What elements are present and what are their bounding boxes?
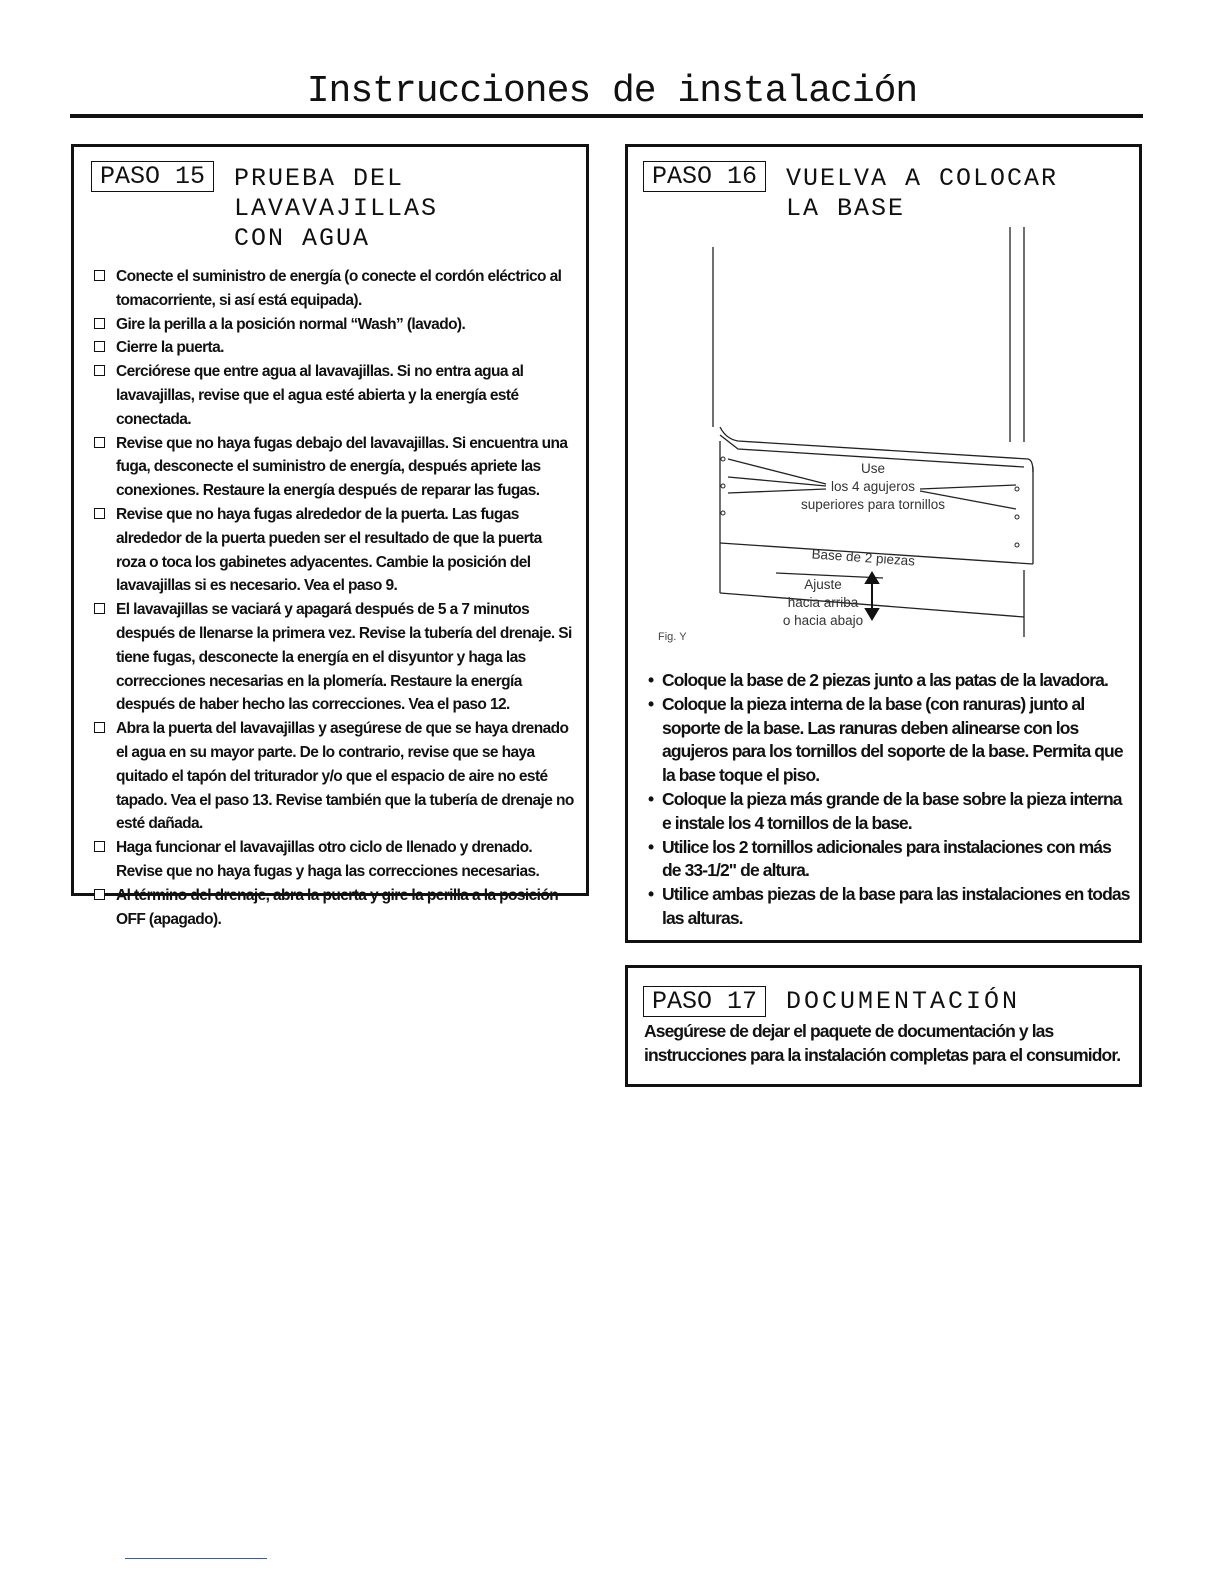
checkbox[interactable]: [94, 365, 105, 376]
checklist-item-text: Al término del drenaje, abra la puerta y gire la perilla a la posición OFF (apagado).: [116, 886, 559, 928]
base-installation-figure: [628, 227, 1139, 657]
step-15-title-line-2: LAVAVAJILLAS: [234, 194, 439, 223]
checklist-item: [92, 598, 574, 717]
checklist-item: [92, 717, 574, 836]
step-17-box: [625, 965, 1142, 1087]
bullet-text: Utilice los 2 tornillos adicionales para instalaciones con más de 33-1/2" de altura.: [662, 836, 1111, 881]
checkbox[interactable]: [94, 341, 105, 352]
figure-caption: Fig. Y: [658, 631, 687, 643]
bullet-icon: •: [648, 788, 654, 809]
figure-label-down: o hacia abajo: [782, 613, 864, 628]
checklist-item: [92, 313, 574, 337]
checkbox[interactable]: [94, 270, 105, 281]
checklist-item-text: Cerciórese que entre agua al lavavajillas. Si no entra agua al lavavajillas, revise que el agua esté abierta y la energía esté conectada.: [116, 363, 524, 428]
bullet-text: Coloque la base de 2 piezas junto a las patas de la lavadora.: [662, 670, 1108, 690]
checklist-item-text: Gire la perilla a la posición normal “Wash” (lavado).: [116, 315, 466, 333]
step-15-box: [71, 144, 589, 928]
bullet-icon: •: [648, 884, 654, 905]
checklist-item-text: Revise que no haya fugas debajo del lavavajillas. Si encuentra una fuga, desconecte el suministro de energía, después apriete las conexiones. Restaure la energía después de reparar las fugas.: [116, 434, 568, 500]
checklist-item: [92, 265, 574, 313]
step-16-title-line-1: VUELVA A COLOCAR: [786, 164, 1059, 193]
step-16-title: [786, 164, 1058, 224]
bullet-text: Coloque la pieza más grande de la base sobre la pieza interna e instale los 4 tornillos de la base.: [662, 788, 1122, 833]
checkbox[interactable]: [94, 508, 105, 519]
checklist-item: [92, 360, 574, 431]
figure-label-up: hacia arriba: [787, 595, 859, 610]
step-15-checklist: [92, 265, 574, 931]
figure-label-holes: los 4 agujeros: [830, 479, 916, 494]
checklist-item: [92, 884, 574, 932]
checkbox[interactable]: [94, 437, 105, 448]
bullet-item: [646, 669, 1132, 693]
step-16-tag: PASO 16: [643, 161, 766, 192]
page-title: Instrucciones de instalación: [306, 70, 918, 113]
checklist-item: [92, 503, 574, 598]
checklist-item-text: El lavavajillas se vaciará y apagará después de 5 a 7 minutos después de llenarse la primera vez. Revise la tubería del drenaje. Si tiene fugas, desconecte la energía en el disyuntor y haga las correcciones necesarias en la plomería. Restaure la energía después de haber hecho las correcciones. Vea el paso 12.: [116, 601, 572, 714]
step-15-tag: PASO 15: [91, 161, 214, 192]
checkbox[interactable]: [94, 889, 105, 900]
figure-label-screws: superiores para tornillos: [800, 497, 946, 512]
checklist-item-text: Haga funcionar el lavavajillas otro ciclo de llenado y drenado. Revise que no haya fugas y haga las correcciones necesarias.: [116, 839, 540, 880]
bullet-item: [646, 693, 1132, 788]
checklist-item-text: Cierre la puerta.: [116, 339, 224, 357]
checklist-item-text: Abra la puerta del lavavajillas y asegúrese de que se haya drenado el agua en su mayor parte. De lo contrario, revise que se haya quitado el tapón del triturador y/o que el espacio de aire no esté tapado. Vea el paso 13. Revise también que la tubería de drenaje no esté dañada.: [116, 720, 574, 833]
title-rule: [70, 114, 1143, 118]
checkbox[interactable]: [94, 318, 105, 329]
bullet-item: [646, 788, 1132, 836]
step-17-text: Asegúrese de dejar el paquete de documentación y las instrucciones para la instalación completas para el consumidor.: [644, 1021, 1121, 1065]
checklist-item: [92, 836, 574, 884]
step-15-title-line-3: CON AGUA: [234, 224, 371, 253]
bullet-icon: •: [648, 693, 654, 714]
checkbox[interactable]: [94, 603, 105, 614]
checkbox[interactable]: [94, 722, 105, 733]
bullet-item: [646, 836, 1132, 884]
checkbox[interactable]: [94, 841, 105, 852]
figure-label-base: Base de 2 piezas: [811, 546, 916, 569]
bullet-icon: •: [648, 670, 654, 690]
checklist-item: [92, 432, 574, 503]
bullet-icon: •: [648, 836, 654, 857]
bullet-item: [646, 883, 1132, 931]
step-16-bullets: [646, 669, 1132, 931]
figure-label-adjust: Ajuste: [804, 577, 842, 592]
figure-label-use: Use: [860, 461, 886, 476]
step-17-tag: PASO 17: [643, 986, 766, 1017]
step-17-title: DOCUMENTACIÓN: [786, 987, 1021, 1016]
bullet-text: Coloque la pieza interna de la base (con ranuras) junto al soporte de la base. Las ranuras deben alinearse con los agujeros para los tornillos del soporte de la base. Permita que la base toque el piso.: [662, 693, 1123, 786]
checklist-item-text: Revise que no haya fugas alrededor de la puerta. Las fugas alrededor de la puerta pueden ser el resultado de que la puerta roza o toca los gabinetes adyacentes. Cambie la posición del lavavajillas si es necesario. Vea el paso 9.: [116, 505, 542, 595]
step-16-title-line-2: LA BASE: [786, 194, 906, 223]
checklist-item-text: Conecte el suministro de energía (o conecte el cordón eléctrico al tomacorriente, si así está equipada).: [116, 268, 562, 309]
step-16-box: [625, 144, 1142, 943]
step-15-title-line-1: PRUEBA DEL: [234, 164, 405, 193]
checklist-item: [92, 336, 574, 360]
footer-link-underline: [125, 1558, 267, 1559]
bullet-text: Utilice ambas piezas de la base para las instalaciones en todas las alturas.: [662, 884, 1130, 928]
step-15-title: [234, 164, 438, 254]
